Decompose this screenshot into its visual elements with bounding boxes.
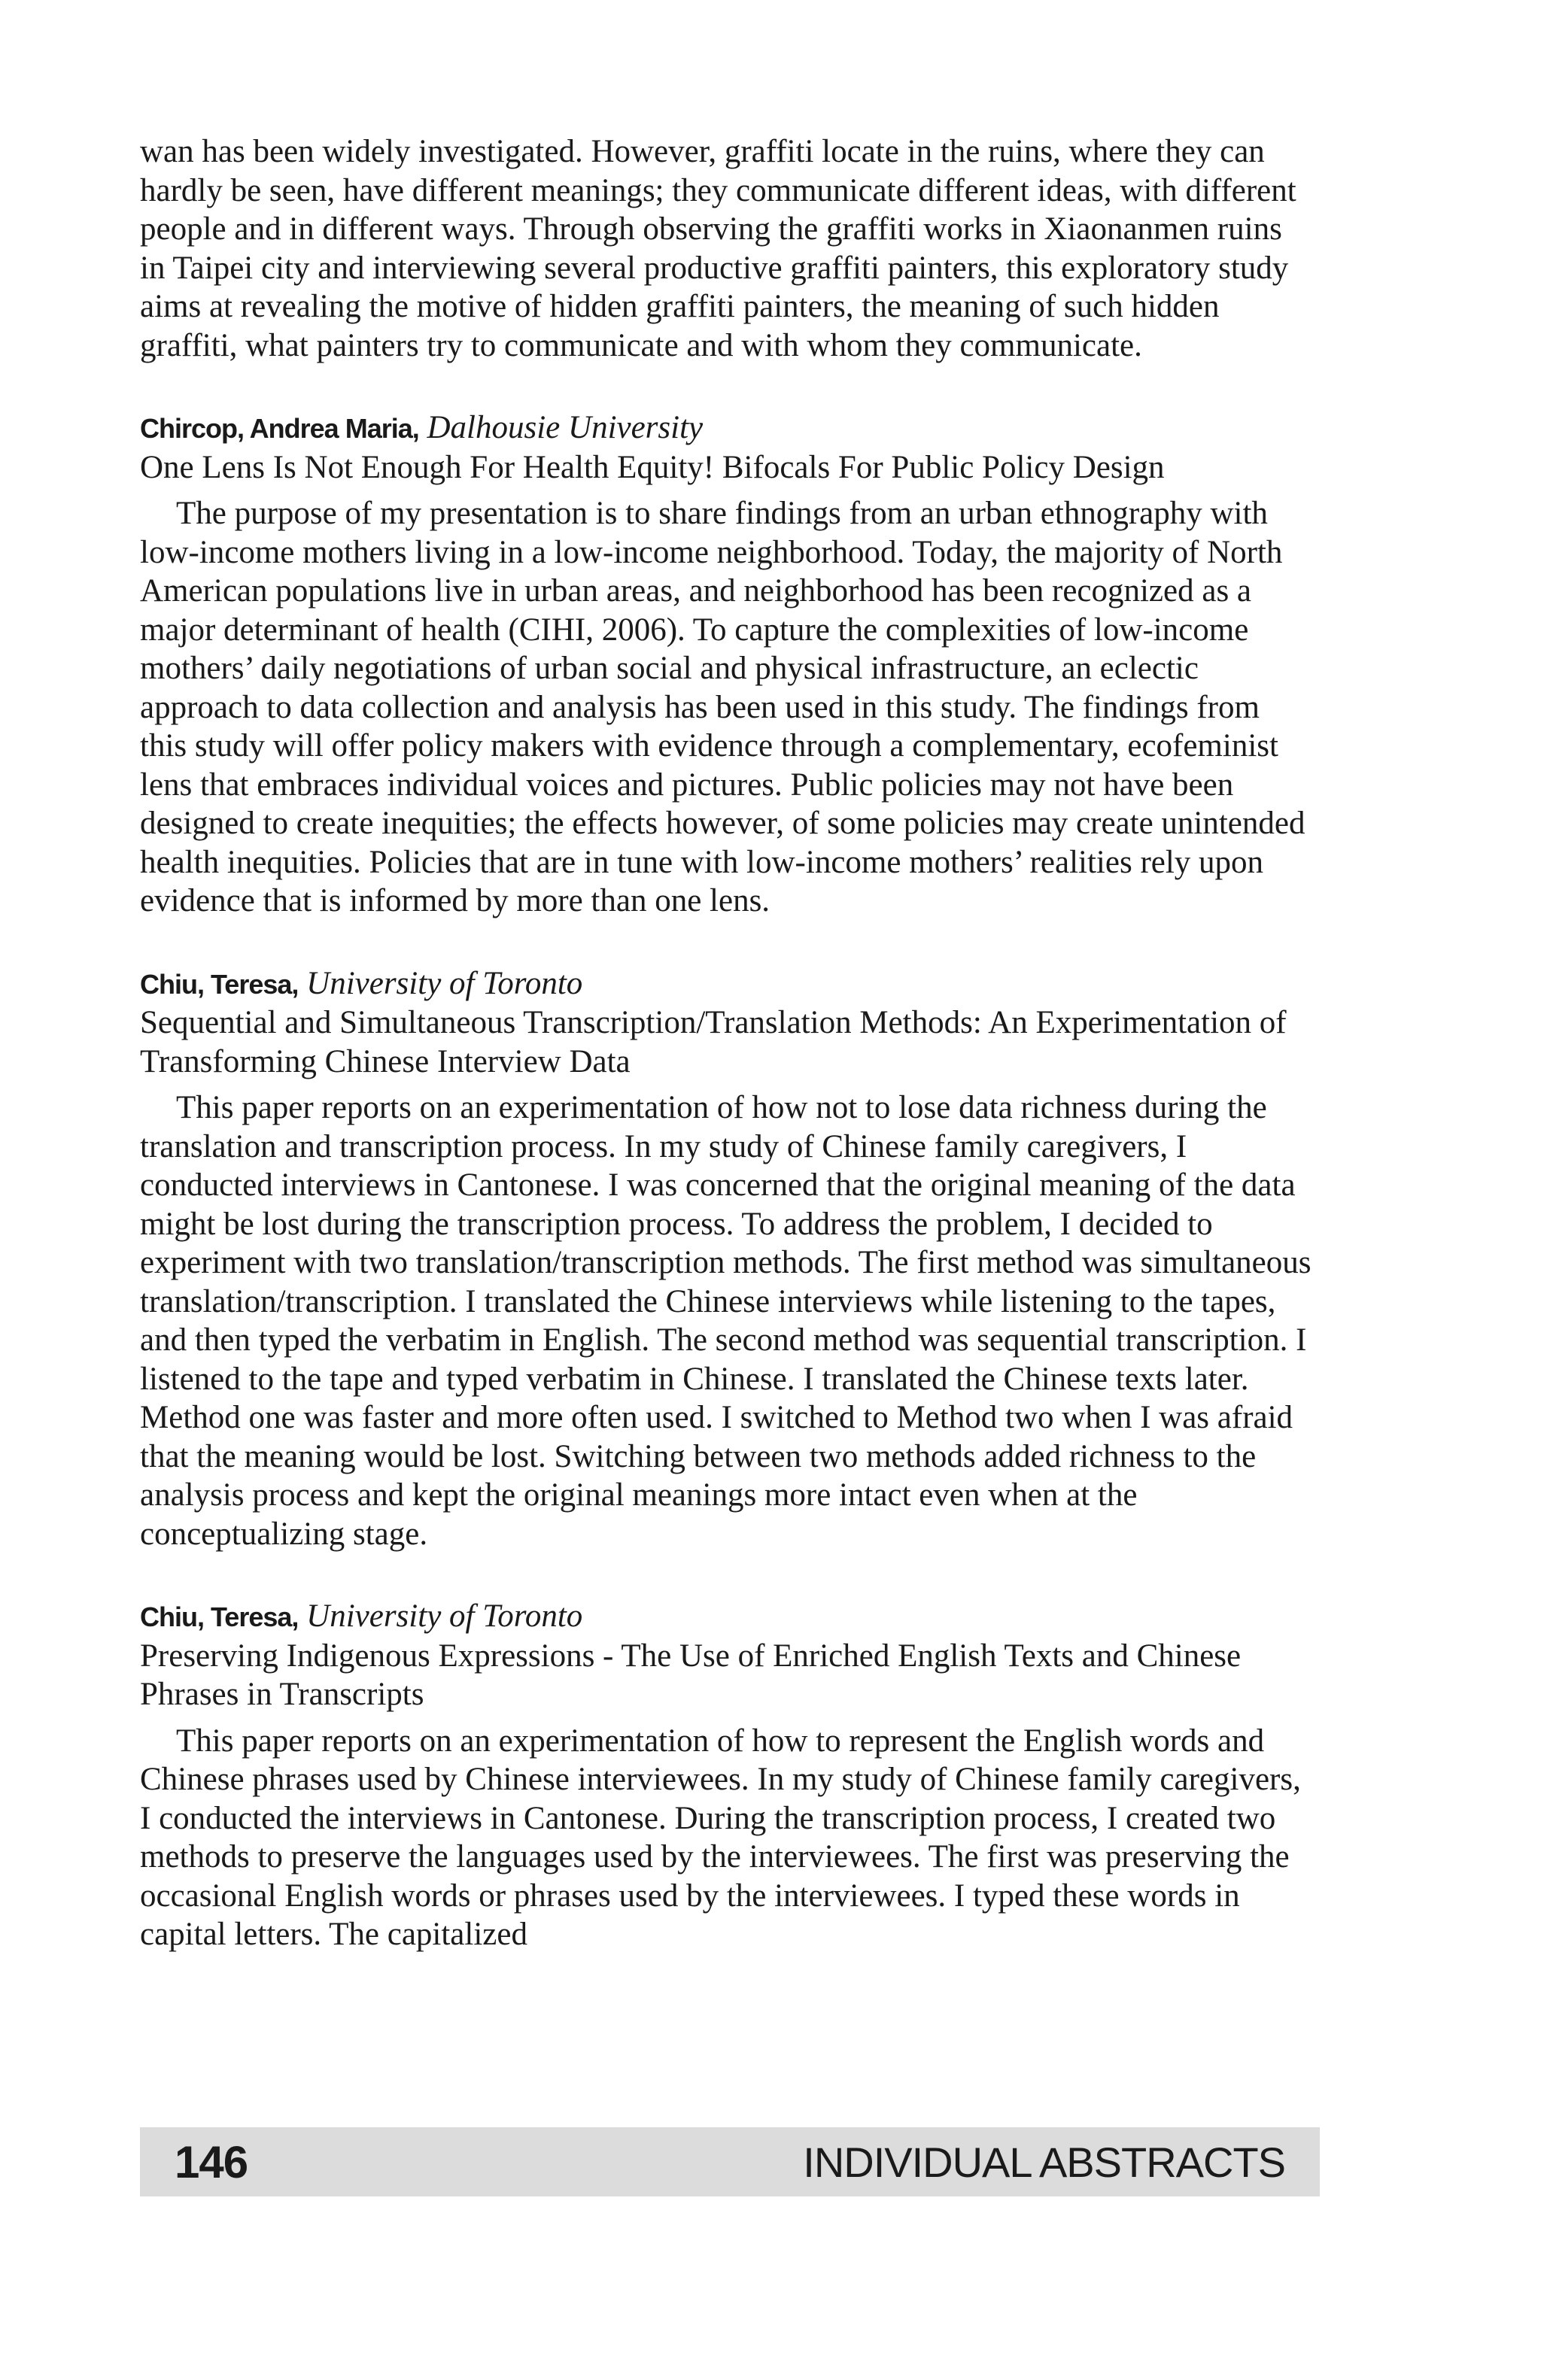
abstract-body: This paper reports on an experimentation of how not to lose data richness during the translation and transcription process. In my study of Chinese family caregivers, I conducted interviews in Cantonese. I was concerned that the original meaning of the data might be lost during the transcription process. To address the problem, I decided to experiment with two translation/transcription methods. The first method was simultaneous translation/transcription. I translated the Chinese interviews while listening to the tapes, and then typed the verbatim in English. The second method was sequential transcription. I listened to the tape and typed verbatim in Chinese. I translated the Chinese texts later. Method one was faster and more often used. I switched to Method two when I was afraid that the meaning would be lost. Switching between two methods added richness to the analysis process and kept the original meanings more intact even when at the conceptualizing stage. <box>140 1090 1312 1552</box>
page-number: 146 <box>175 2136 248 2187</box>
abstract-entry <box>140 408 1314 921</box>
author-name: Chircop, Andrea Maria, <box>140 413 419 444</box>
abstract-title: Sequential and Simultaneous Transcription/Translation Methods: An Experimentation of Transforming Chinese Interview Data <box>140 1005 1287 1079</box>
page-content <box>140 132 1314 1954</box>
author-line <box>140 964 1314 1004</box>
abstract-entry <box>140 964 1314 1554</box>
continued-abstract: wan has been widely investigated. However, graffiti locate in the ruins, where they can hardly be seen, have different meanings; they communicate different ideas, with different people and in different ways. Through observing the graffiti works in Xiaonanmen ruins in Taipei city and interviewing several productive graffiti painters, this exploratory study aims at revealing the motive of hidden graffiti painters, the meaning of such hidden graffiti, what painters try to communicate and with whom they communicate. <box>140 134 1296 363</box>
abstract-entry <box>140 1597 1314 1954</box>
affiliation: Dalhousie University <box>427 410 704 445</box>
abstract-body: This paper reports on an experimentation of how to represent the English words and Chinese phrases used by Chinese interviewees. In my study of Chinese family caregivers, I conducted the interviews in Cantonese. During the transcription process, I created two methods to preserve the languages used by the interviewees. The first was preserving the occasional English words or phrases used by the interviewees. I typed these words in capital letters. The capitalized <box>140 1723 1301 1952</box>
author-name: Chiu, Teresa, <box>140 1601 299 1632</box>
author-line <box>140 1597 1314 1637</box>
author-name: Chiu, Teresa, <box>140 968 299 1000</box>
page-footer <box>140 2127 1320 2196</box>
abstract-body: The purpose of my presentation is to share findings from an urban ethnography with low-income mothers living in a low-income neighborhood. Today, the majority of North American populations live in urban areas, and neighborhood has been recognized as a major determinant of health (CIHI, 2006). To capture the complexities of low-income mothers’ daily negotiations of urban social and physical infrastructure, an eclectic approach to data collection and analysis has been used in this study. The findings from this study will offer policy makers with evidence through a complementary, ecofeminist lens that embraces individual voices and pictures. Public policies may not have been designed to create inequities; the effects however, of some policies may create unintended health inequities. Policies that are in tune with low-income mothers’ realities rely upon evidence that is informed by more than one lens. <box>140 496 1305 918</box>
abstract-title: Preserving Indigenous Expressions - The Use of Enriched English Texts and Chinese Phrases in Transcripts <box>140 1638 1242 1712</box>
abstract-title: One Lens Is Not Enough For Health Equity! Bifocals For Public Policy Design <box>140 449 1165 485</box>
author-line <box>140 408 1314 448</box>
affiliation: University of Toronto <box>306 1598 583 1634</box>
affiliation: University of Toronto <box>306 965 583 1001</box>
section-title: INDIVIDUAL ABSTRACTS <box>803 2138 1285 2186</box>
